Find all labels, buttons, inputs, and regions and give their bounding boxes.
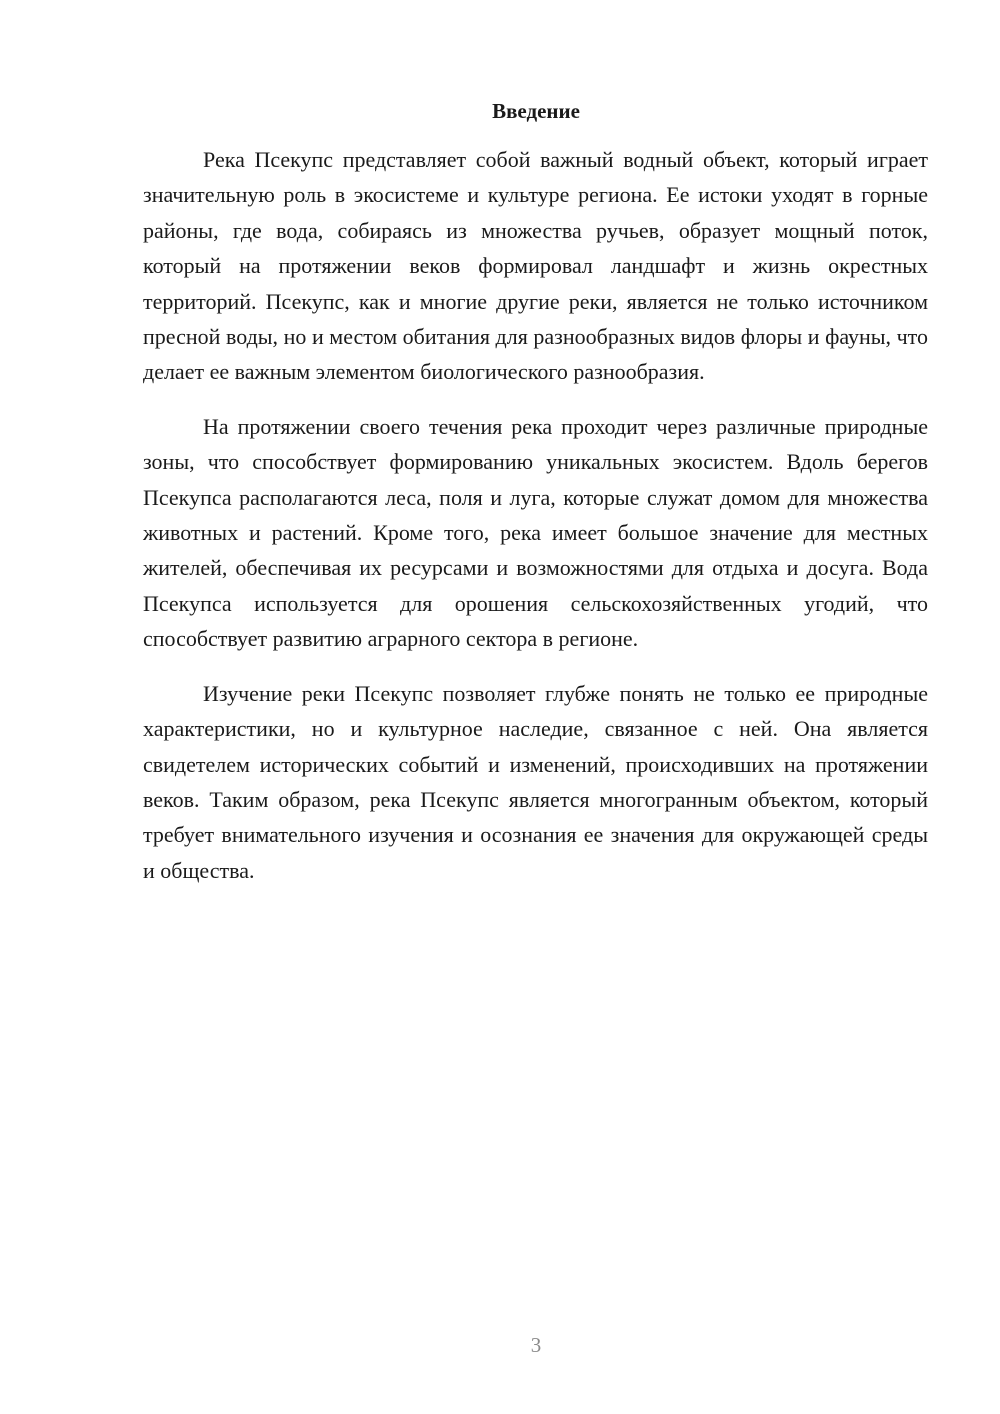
page-number: 3: [530, 1333, 542, 1357]
paragraph-1: Река Псекупс представляет собой важный водный объект, который играет значительную роль в экосистеме и культуре региона. Ее истоки уходят в горные районы, где вода, собираясь из множества ручьев, образует мощный поток, который на протяжении веков формировал ландшафт и жизнь окрестных территорий. Псекупс, как и многие другие реки, является не только источником пресной воды, но и местом обитания для разнообразных видов флоры и фауны, что делает ее важным элементом биологического разнообразия.: [143, 147, 928, 385]
paragraph-2: На протяжении своего течения река проходит через различные природные зоны, что способствует формированию уникальных экосистем. Вдоль берегов Псекупса располагаются леса, поля и луга, которые служат домом для множества животных и растений. Кроме того, река имеет большое значение для местных жителей, обеспечивая их ресурсами и возможностями для отдыха и досуга. Вода Псекупса используется для орошения сельскохозяйственных угодий, что способствует развитию аграрного сектора в регионе.: [143, 413, 928, 652]
paragraph-3: Изучение реки Псекупс позволяет глубже понять не только ее природные характеристики, но и культурное наследие, связанное с ней. Она является свидетелем исторических событий и изменений, происходивших на протяжении веков. Таким образом, река Псекупс является многогранным объектом, который требует внимательного изучения и осознания ее значения для окружающей среды и общества.: [143, 680, 928, 883]
section-title: Введение: [492, 99, 580, 123]
body-text: [143, 142, 928, 907]
